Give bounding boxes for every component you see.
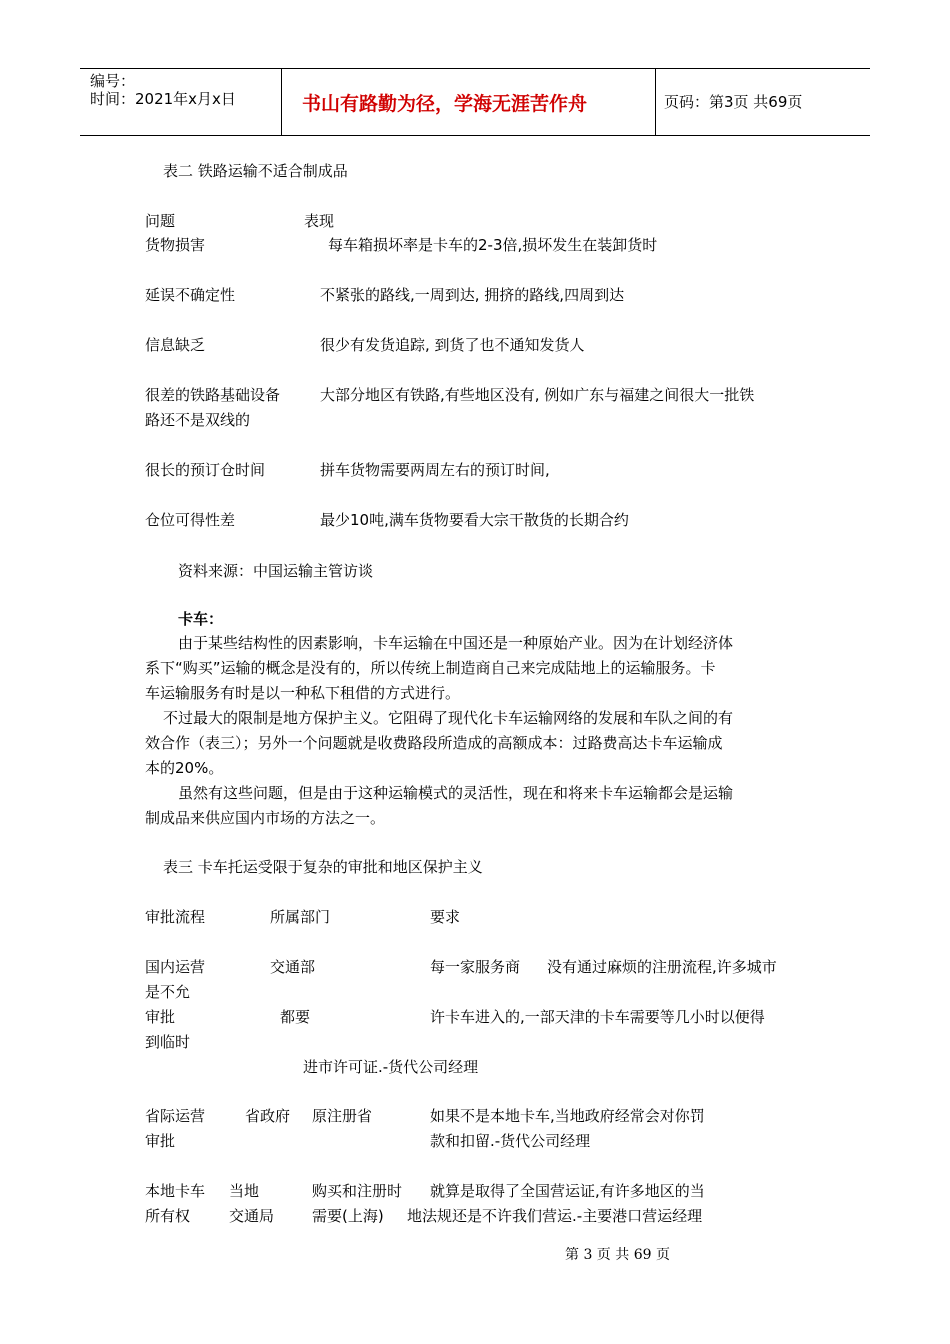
table3-r2-note2: 款和扣留.-货代公司经理 (430, 1132, 591, 1150)
table3-caption: 表三 卡车托运受限于复杂的审批和地区保护主义 (163, 858, 483, 876)
truck-p2-line3: 本的20%。 (145, 759, 224, 777)
table2-row1-detail: 每车箱损坏率是卡车的2-3倍,损坏发生在装卸货时 (328, 236, 658, 254)
table2-row5-detail: 拼车货物需要两周左右的预订时间, (320, 461, 550, 479)
table3-r1-process-cont: 审批 (145, 1008, 176, 1026)
table2-row1-issue: 货物损害 (145, 236, 206, 254)
truck-p1-line2: 系下“购买”运输的概念是没有的，所以传统上制造商自己来完成陆地上的运输服务。卡 (145, 659, 716, 677)
table3-r3-req-cont: 需要(上海) (312, 1207, 384, 1225)
truck-p3-line1: 虽然有这些问题，但是由于这种运输模式的灵活性，现在和将来卡车运输都会是运输 (178, 784, 734, 802)
truck-p1-line1: 由于某些结构性的因素影响，卡车运输在中国还是一种原始产业。因为在计划经济体 (178, 634, 734, 652)
table3-r2-process: 省际运营 (145, 1107, 206, 1125)
truck-p3-line2: 制成品来供应国内市场的方法之一。 (145, 809, 386, 827)
table3-r1-dept-cont: 都要 (280, 1008, 311, 1026)
table3-r3-note2: 地法规还是不许我们营运.-主要港口营运经理 (407, 1207, 703, 1225)
table3-r2-process-cont: 审批 (145, 1132, 176, 1150)
table2-row2-issue: 延误不确定性 (145, 286, 236, 304)
truck-heading: 卡车： (178, 610, 224, 628)
table3-header-dept: 所属部门 (270, 908, 331, 926)
table3-r1-dept: 交通部 (270, 958, 316, 976)
table2-row3-issue: 信息缺乏 (145, 336, 206, 354)
table3-r2-req: 原注册省 (312, 1107, 373, 1125)
serial-label: 编号： (90, 72, 136, 90)
table3-r1-process: 国内运营 (145, 958, 206, 976)
table3-r3-dept-cont: 交通局 (229, 1207, 275, 1225)
table3-r1-note3: 进市许可证.-货代公司经理 (303, 1058, 479, 1076)
table3-r2-note1: 如果不是本地卡车,当地政府经常会对你罚 (430, 1107, 705, 1125)
table2-row4-issue: 很差的铁路基础设备 (145, 386, 281, 404)
page-info: 页码：第3页 共69页 (664, 93, 803, 111)
table2-row3-detail: 很少有发货追踪, 到货了也不通知发货人 (320, 336, 585, 354)
motto: 书山有路勤为径，学海无涯苦作舟 (302, 93, 588, 115)
table2-row5-issue: 很长的预订仓时间 (145, 461, 266, 479)
time-label: 时间：2021年x月x日 (90, 90, 236, 108)
table3-r1-wrap2: 到临时 (145, 1033, 191, 1051)
table2-source: 资料来源：中国运输主管访谈 (178, 562, 374, 580)
table2-row6-issue: 仓位可得性差 (145, 511, 236, 529)
table3-r1-note1: 没有通过麻烦的注册流程,许多城市 (547, 958, 777, 976)
header-top-rule (80, 68, 870, 69)
table2-row4-detail: 大部分地区有铁路,有些地区没有, 例如广东与福建之间很大一批铁 (320, 386, 755, 404)
table3-r1-note2: 许卡车进入的,一部天津的卡车需要等几小时以便得 (430, 1008, 765, 1026)
table3-r3-req: 购买和注册时 (312, 1182, 403, 1200)
table2-header-detail: 表现 (304, 212, 335, 230)
header-divider-left (281, 68, 282, 136)
table3-r3-process-cont: 所有权 (145, 1207, 191, 1225)
table2-caption: 表二 铁路运输不适合制成品 (163, 162, 348, 180)
table3-r3-process: 本地卡车 (145, 1182, 206, 1200)
table2-header-issue: 问题 (145, 212, 176, 230)
table3-r3-dept: 当地 (229, 1182, 260, 1200)
table3-header-process: 审批流程 (145, 908, 206, 926)
truck-p1-line3: 车运输服务有时是以一种私下租借的方式进行。 (145, 684, 461, 702)
table2-row6-detail: 最少10吨,满车货物要看大宗干散货的长期合约 (320, 511, 629, 529)
table3-r1-wrap1: 是不允 (145, 983, 191, 1001)
table2-row2-detail: 不紧张的路线,一周到达, 拥挤的路线,四周到达 (320, 286, 625, 304)
table3-r1-req: 每一家服务商 (430, 958, 521, 976)
table3-r3-note1: 就算是取得了全国营运证,有许多地区的当 (430, 1182, 705, 1200)
header-bottom-rule (80, 135, 870, 136)
truck-p2-line2: 效合作（表三）；另外一个问题就是收费路段所造成的高额成本：过路费高达卡车运输成 (145, 734, 723, 752)
footer-page-number: 第 3 页 共 69 页 (565, 1247, 670, 1263)
truck-p2-line1: 不过最大的限制是地方保护主义。它阻碍了现代化卡车运输网络的发展和车队之间的有 (163, 709, 734, 727)
header-divider-right (655, 68, 656, 136)
table3-header-req: 要求 (430, 908, 461, 926)
table3-r2-dept: 省政府 (245, 1107, 291, 1125)
table2-row4-issue-cont: 路还不是双线的 (145, 411, 251, 429)
